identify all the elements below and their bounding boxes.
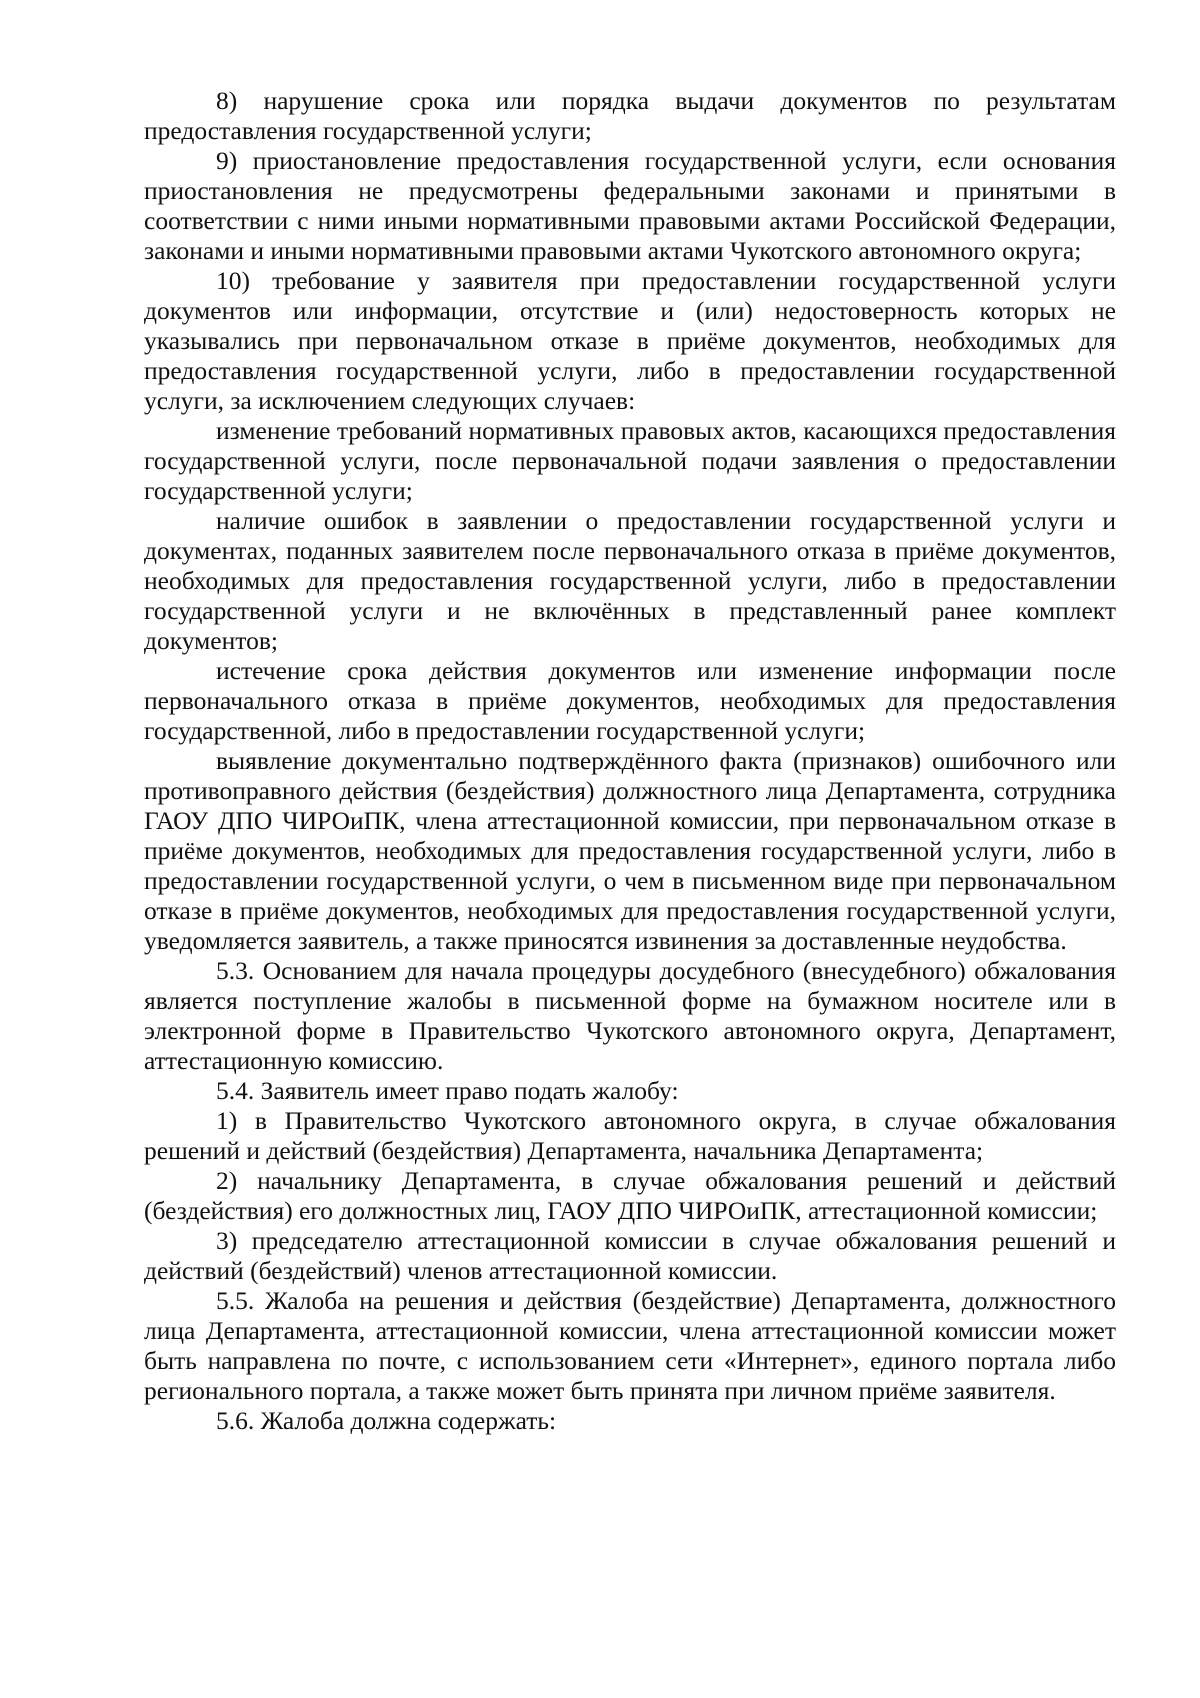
paragraph-item-10: 10) требование у заявителя при предоставлении государственной услуги документов или информации, отсутствие и (или) недостоверность которых не указывались при первоначальном отказе в приёме документов, необходимых для предоставления государственной услуги, либо в предоставлении государственной услуги, за исключением следующих случаев: xyxy=(144,266,1116,415)
paragraph-5-4-item-2: 2) начальнику Департамента, в случае обжалования решений и действий (бездействия) его должностных лиц, ГАОУ ДПО ЧИРОиПК, аттестационной комиссии; xyxy=(144,1166,1116,1225)
paragraph-5-4: 5.4. Заявитель имеет право подать жалобу: xyxy=(216,1076,679,1105)
paragraph-item-8: 8) нарушение срока или порядка выдачи документов по результатам предоставления государственной услуги; xyxy=(144,86,1116,145)
paragraph-exception-expiry: истечение срока действия документов или изменение информации после первоначального отказа в приёме документов, необходимых для предоставления государственной, либо в предоставлении государственной услуги; xyxy=(144,656,1116,745)
paragraph-exception-errors: наличие ошибок в заявлении о предоставлении государственной услуги и документах, поданных заявителем после первоначального отказа в приёме документов, необходимых для предоставления государственной услуги, либо в предоставлении государственной услуги и не включённых в представленный ранее комплект документов; xyxy=(144,506,1116,655)
paragraph-5-5: 5.5. Жалоба на решения и действия (бездействие) Департамента, должностного лица Департамента, аттестационной комиссии, члена аттестационной комиссии может быть направлена по почте, с использованием сети «Интернет», единого портала либо регионального портала, а также может быть принята при личном приёме заявителя. xyxy=(144,1286,1116,1405)
paragraph-5-4-item-1: 1) в Правительство Чукотского автономного округа, в случае обжалования решений и действий (бездействия) Департамента, начальника Департамента; xyxy=(144,1106,1116,1165)
paragraph-exception-requirements-change: изменение требований нормативных правовых актов, касающихся предоставления государственной услуги, после первоначальной подачи заявления о предоставлении государственной услуги; xyxy=(144,416,1116,505)
document-body xyxy=(144,86,1116,1436)
paragraph-exception-unlawful-action: выявление документально подтверждённого факта (признаков) ошибочного или противоправного действия (бездействия) должностного лица Департамента, сотрудника ГАОУ ДПО ЧИРОиПК, члена аттестационной комиссии, при первоначальном отказе в приёме документов, необходимых для предоставления государственной услуги, либо в предоставлении государственной услуги, о чем в письменном виде при первоначальном отказе в приёме документов, необходимых для предоставления государственной услуги, уведомляется заявитель, а также приносятся извинения за доставленные неудобства. xyxy=(144,746,1116,955)
paragraph-5-3: 5.3. Основанием для начала процедуры досудебного (внесудебного) обжалования является поступление жалобы в письменной форме на бумажном носителе или в электронной форме в Правительство Чукотского автономного округа, Департамент, аттестационную комиссию. xyxy=(144,956,1116,1075)
paragraph-5-4-item-3: 3) председателю аттестационной комиссии в случае обжалования решений и действий (бездействий) членов аттестационной комиссии. xyxy=(144,1226,1116,1285)
paragraph-5-6: 5.6. Жалоба должна содержать: xyxy=(216,1406,557,1435)
paragraph-item-9: 9) приостановление предоставления государственной услуги, если основания приостановления не предусмотрены федеральными законами и принятыми в соответствии с ними иными нормативными правовыми актами Российской Федерации, законами и иными нормативными правовыми актами Чукотского автономного округа; xyxy=(144,146,1116,265)
